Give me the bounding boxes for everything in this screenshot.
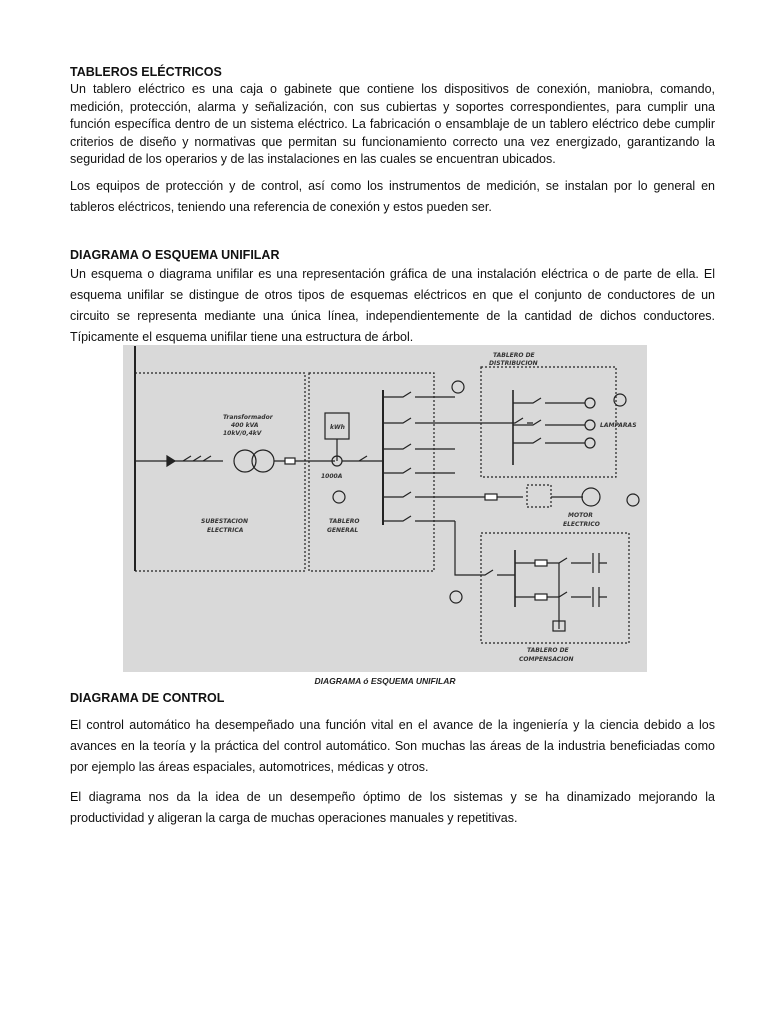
- lamp-icon: [585, 438, 595, 448]
- lamp-circuit: [513, 438, 585, 443]
- paragraph: El control automático ha desempeñado una función vital en el avance de la ingeniería y la ciencia debido a los avances en la teoría y la práctica del control automático. Son muchas las áreas de la industria beneficiadas como por ejemplo las áreas espaciales, automotrices, médicas y otros.: [70, 718, 715, 774]
- label-compensation-1: TABLERO DE: [527, 647, 569, 654]
- lamp-icon: [585, 398, 595, 408]
- paragraph: Los equipos de protección y de control, así como los instrumentos de medición, se instalan por lo general en tableros eléctricos, teniendo una referencia de conexión y estos pueden ser.: [70, 178, 715, 214]
- breaker-icon: [359, 456, 367, 461]
- gauge-icon: [333, 491, 345, 503]
- capacitor-icon: [547, 553, 607, 573]
- label-compensation-2: COMPENSACION: [519, 656, 574, 663]
- label-general-2: GENERAL: [327, 527, 359, 534]
- label-general-1: TABLERO: [329, 518, 360, 525]
- distribution-feeder: [455, 418, 533, 423]
- label-lamps: LAMPARAS: [600, 422, 637, 429]
- single-line-diagram: [123, 345, 647, 672]
- lamp-circuit: [513, 420, 585, 425]
- outgoing-feeders: [383, 392, 465, 521]
- figure-caption: DIAGRAMA ó ESQUEMA UNIFILAR: [314, 676, 456, 686]
- section-control: [70, 690, 715, 829]
- label-motor-1: MOTOR: [568, 512, 593, 519]
- compensation-feeder: [455, 521, 515, 575]
- fuse-icon: [285, 458, 295, 464]
- lamp-icon: [585, 420, 595, 430]
- transformer-icon: [234, 450, 256, 472]
- arrow-icon: [167, 456, 175, 466]
- breaker-icon: [183, 456, 211, 461]
- fuse-icon: [485, 494, 497, 500]
- label-distribution-2: DISTRIBUCION: [489, 360, 538, 367]
- label-substation-2: ELECTRICA: [207, 527, 244, 534]
- section-tableros: [70, 64, 715, 218]
- section-title: DIAGRAMA DE CONTROL: [70, 691, 225, 705]
- motor-starter-icon: [527, 485, 551, 507]
- capacitor-icon: [547, 587, 607, 607]
- fuse-icon: [535, 594, 547, 600]
- motor-icon: [582, 488, 600, 506]
- fuse-icon: [535, 560, 547, 566]
- section-title: DIAGRAMA O ESQUEMA UNIFILAR: [70, 248, 280, 262]
- gauge-icon: [627, 494, 639, 506]
- gauge-icon: [452, 381, 464, 393]
- gauge-icon: [450, 591, 462, 603]
- paragraph: El diagrama nos da la idea de un desempeño óptimo de los sistemas y se ha dinamizado mejorando la productividad y aligeran la carga de muchas operaciones manuales y repetitivas.: [70, 790, 715, 825]
- paragraph: Un tablero eléctrico es una caja o gabinete que contiene los dispositivos de conexión, maniobra, comando, medición, protección, alarma y señalización, con sus cubiertas y soportes correspondientes, para cumplir una función específica dentro de un sistema eléctrico. La fabricación o ensamblaje de un tablero eléctrico debe cumplir criterios de diseño y normativas que permitan su funcionamiento correcto una vez energizado, garantizando la seguridad de los operarios y de las instalaciones en las cuales se encuentran ubicados.: [70, 82, 715, 167]
- label-motor-2: ELECTRICO: [563, 521, 600, 528]
- substation-box: [135, 373, 305, 571]
- paragraph: Un esquema o diagrama unifilar es una representación gráfica de una instalación eléctrica o de parte de ella. El esquema unifilar se distingue de otros tipos de esquemas eléctricos en que el conjunto de conductores de un circuito se representa mediante una única línea, independientemente de la cantidad de dichos conductores. Típicamente el esquema unifilar tiene una estructura de árbol.: [70, 267, 715, 344]
- label-transformer: Transformador: [223, 414, 273, 421]
- distribution-board-box: [481, 367, 616, 477]
- general-board-box: [309, 373, 434, 571]
- label-substation-1: SUBESTACION: [201, 518, 249, 525]
- label-kwh: kWh: [330, 424, 345, 431]
- label-transformer-kv: 10kV/0,4kV: [223, 430, 262, 437]
- lamp-circuit: [513, 398, 585, 403]
- transformer-icon: [252, 450, 274, 472]
- label-transformer-kva: 400 kVA: [231, 422, 259, 429]
- section-title: TABLEROS ELÉCTRICOS: [70, 65, 222, 79]
- single-line-diagram-figure: [123, 345, 647, 672]
- label-distribution-1: TABLERO DE: [493, 352, 535, 359]
- compensation-board-box: [481, 533, 629, 643]
- label-meter: 1000A: [321, 473, 343, 480]
- section-unifilar: [70, 247, 715, 348]
